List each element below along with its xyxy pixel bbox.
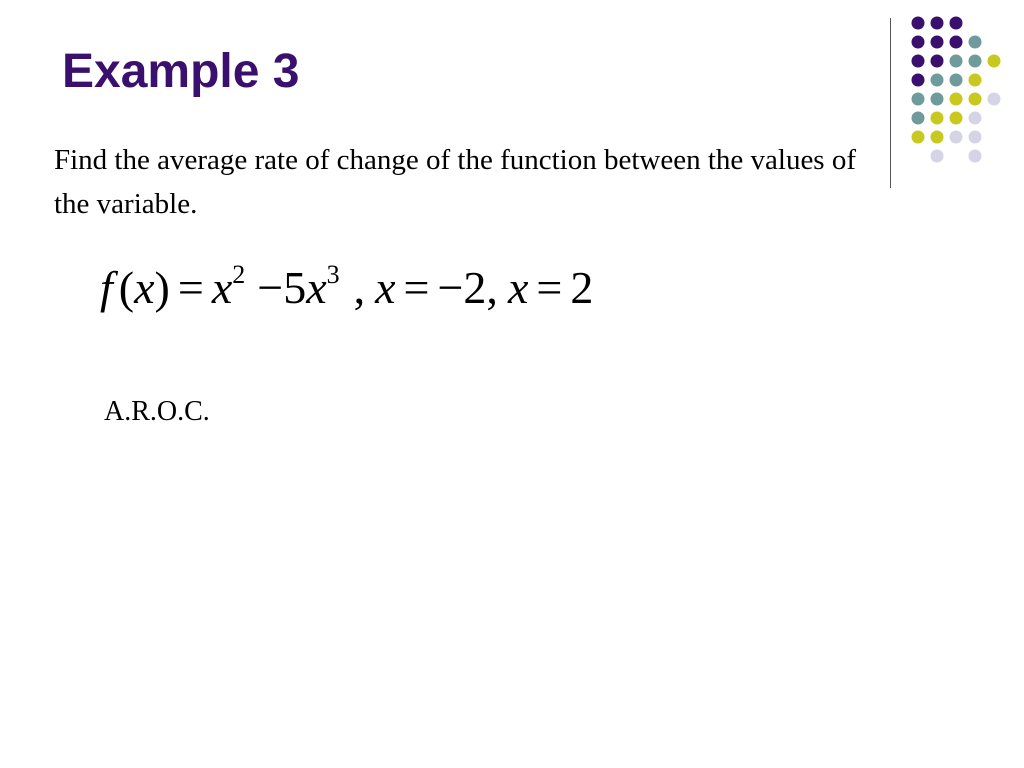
decorative-dot (931, 17, 944, 30)
eq-variable: x (134, 262, 155, 313)
eq-term2-exponent: 3 (326, 260, 340, 289)
decorative-dot (950, 74, 963, 87)
eq-term2-coef: 5 (283, 262, 307, 313)
decorative-dot (912, 112, 925, 125)
decorative-dot (931, 36, 944, 49)
decorative-dot (950, 112, 963, 125)
decorative-dot (969, 131, 982, 144)
decorative-dot (931, 55, 944, 68)
decorative-dot (912, 36, 925, 49)
eq-equals: = (177, 262, 204, 313)
decorative-dot (931, 93, 944, 106)
decorative-dot (969, 55, 982, 68)
eq-cond2-value: 2 (570, 262, 594, 313)
decorative-dot (950, 36, 963, 49)
decorative-dot (969, 36, 982, 49)
eq-function-name: f (100, 262, 113, 313)
eq-cond1-equals: = (403, 262, 430, 313)
decorative-dot (950, 17, 963, 30)
decorative-dot (988, 55, 1001, 68)
decorative-dot (931, 74, 944, 87)
decorative-dot (912, 17, 925, 30)
eq-term2-base: x (306, 262, 327, 313)
eq-comma: , (353, 262, 366, 313)
decorative-dot (950, 93, 963, 106)
decorative-dot (950, 55, 963, 68)
eq-minus: − (257, 262, 284, 313)
eq-cond1-var: x (375, 262, 396, 313)
decorative-dot (969, 74, 982, 87)
decorative-dot (950, 131, 963, 144)
decorative-dot (931, 150, 944, 163)
eq-term1-exponent: 2 (232, 260, 246, 289)
decorative-dot (969, 93, 982, 106)
eq-close-paren: ) (154, 262, 170, 313)
eq-cond2-equals: = (536, 262, 563, 313)
function-equation (100, 256, 593, 320)
decorative-dot (912, 55, 925, 68)
decorative-dot (969, 150, 982, 163)
eq-cond1-value: −2, (437, 262, 498, 313)
decorative-dot (912, 131, 925, 144)
decorative-dot (912, 74, 925, 87)
instruction-text: Find the average rate of change of the function between the values of the variable. (54, 144, 857, 220)
slide-title: Example 3 (62, 45, 300, 98)
eq-cond2-var: x (507, 262, 529, 313)
decorative-dot (988, 93, 1001, 106)
decorative-dot (931, 131, 944, 144)
decorative-dot (912, 93, 925, 106)
aroc-label: A.R.O.C. (104, 396, 210, 427)
decorative-dot (969, 112, 982, 125)
eq-open-paren: ( (118, 262, 135, 313)
decorative-dot (931, 112, 944, 125)
eq-term1-base: x (211, 262, 233, 313)
